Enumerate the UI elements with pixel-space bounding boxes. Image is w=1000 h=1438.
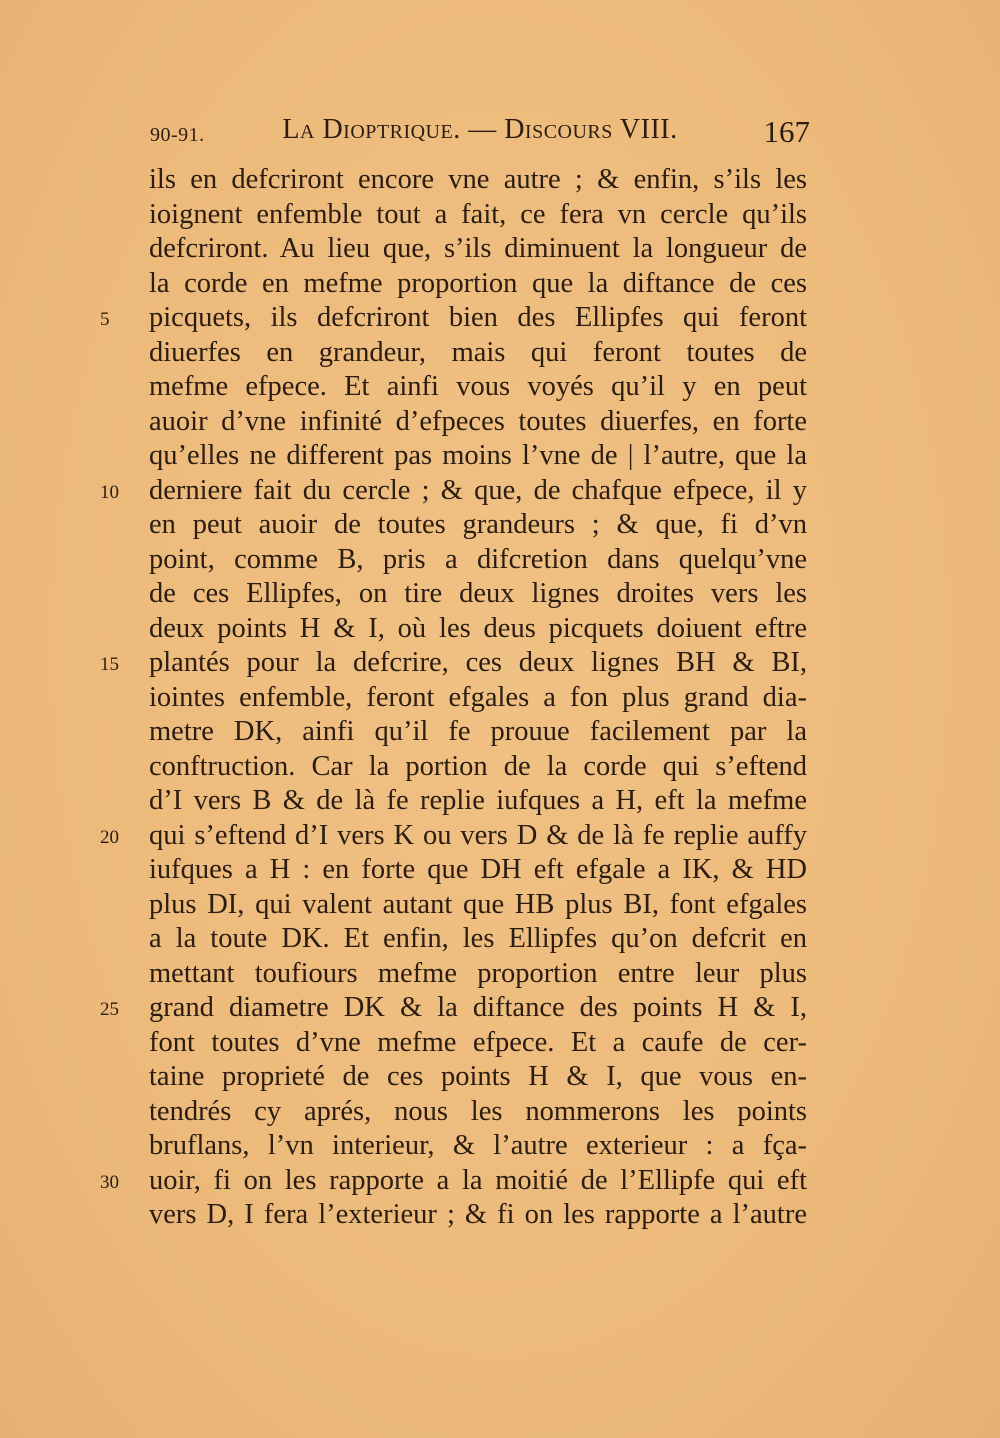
line-text: derniere fait du cercle ; & que, de chafque efpece, il y (149, 474, 807, 506)
text-line (149, 1026, 807, 1061)
line-text: bruflans, l’vn interieur, & l’autre exterieur : a fça- (149, 1130, 807, 1161)
line-text: d’I vers B & de là fe replie iufques a H, eft la mefme (149, 785, 807, 816)
line-text: taine proprieté de ces points H & I, que vous en- (149, 1061, 807, 1092)
line-text: a la toute DK. Et enfin, les Ellipfes qu’on defcrit en (149, 923, 807, 954)
text-line (149, 232, 807, 267)
text-line (149, 922, 807, 957)
text-line (149, 1198, 807, 1233)
page-number: 167 (763, 114, 810, 149)
line-text: la corde en mefme proportion que la diftance de ces (149, 267, 807, 299)
text-line (149, 853, 807, 888)
line-text: point, comme B, pris a difcretion dans quelqu’vne (149, 543, 807, 575)
text-line (149, 508, 807, 543)
line-text: en peut auoir de toutes grandeurs ; & que, fi d’vn (149, 509, 807, 540)
text-line (149, 784, 807, 819)
line-text: qui s’eftend d’I vers K ou vers D & de là fe replie auffy (149, 819, 807, 851)
line-text: de ces Ellipfes, on tire deux lignes droites vers les (149, 578, 807, 609)
line-text: conftruction. Car la portion de la corde qui s’eftend (149, 750, 807, 782)
line-number: 5 (100, 309, 110, 330)
text-line (149, 336, 807, 371)
text-line (149, 198, 807, 233)
running-title: La Dioptrique. — Discours VIII. (282, 114, 678, 145)
line-text: vers D, I fera l’exterieur ; & fi on les rapporte a l’autre (149, 1199, 807, 1230)
line-number: 10 (100, 481, 119, 503)
page-header (150, 114, 810, 154)
line-number: 15 (100, 654, 119, 675)
line-number: 25 (100, 999, 119, 1020)
line-text: picquets, ils defcriront bien des Ellipfes qui feront (149, 302, 807, 333)
text-line (100, 991, 807, 1026)
text-line (100, 474, 807, 509)
body-text (100, 163, 807, 1233)
line-text: ioignent enfemble tout a fait, ce fera vn cercle qu’ils (149, 198, 807, 230)
text-line (100, 1164, 807, 1199)
text-line (149, 163, 807, 198)
line-text: defcriront. Au lieu que, s’ils diminuent la longueur de (149, 233, 807, 264)
text-line (149, 681, 807, 716)
folio-reference: 90-91. (150, 124, 205, 146)
line-number: 20 (100, 826, 119, 848)
line-text: qu’elles ne different pas moins l’vne de | l’autre, que la (149, 440, 807, 471)
line-text: ils en defcriront encore vne autre ; & enfin, s’ils les (149, 164, 807, 195)
text-line (149, 1095, 807, 1130)
line-text: auoir d’vne infinité d’efpeces toutes diuerfes, en forte (149, 405, 807, 437)
text-line (149, 439, 807, 474)
line-text: iufques a H : en forte que DH eft efgale a IK, & HD (149, 854, 807, 885)
text-line (149, 1060, 807, 1095)
line-text: mefme efpece. Et ainfi vous voyés qu’il y en peut (149, 371, 807, 402)
text-line (149, 370, 807, 405)
line-text: tendrés cy aprés, nous les nommerons les points (149, 1095, 807, 1127)
line-text: plus DI, qui valent autant que HB plus BI, font efgales (149, 888, 807, 920)
line-text: iointes enfemble, feront efgales a fon plus grand dia- (149, 681, 807, 713)
line-text: font toutes d’vne mefme efpece. Et a caufe de cer- (149, 1026, 807, 1058)
text-line (149, 612, 807, 647)
text-line (100, 301, 807, 336)
text-line (149, 888, 807, 923)
line-text: diuerfes en grandeur, mais qui feront toutes de (149, 336, 807, 368)
line-text: mettant toufiours mefme proportion entre leur plus (149, 957, 807, 989)
line-text: metre DK, ainfi qu’il fe prouue facilement par la (149, 716, 807, 747)
line-text: deux points H & I, où les deus picquets doiuent eftre (149, 612, 807, 644)
line-text: grand diametre DK & la diftance des points H & I, (149, 992, 807, 1023)
text-line (149, 267, 807, 302)
text-line (149, 543, 807, 578)
line-text: plantés pour la defcrire, ces deux lignes BH & BI, (149, 647, 807, 678)
text-line (149, 405, 807, 440)
text-line (149, 957, 807, 992)
text-line (149, 1129, 807, 1164)
text-line (149, 750, 807, 785)
line-number: 30 (100, 1171, 119, 1193)
text-line (149, 577, 807, 612)
text-line (149, 715, 807, 750)
text-line (100, 819, 807, 854)
line-text: uoir, fi on les rapporte a la moitié de l’Ellipfe qui eft (149, 1164, 807, 1196)
text-line (100, 646, 807, 681)
